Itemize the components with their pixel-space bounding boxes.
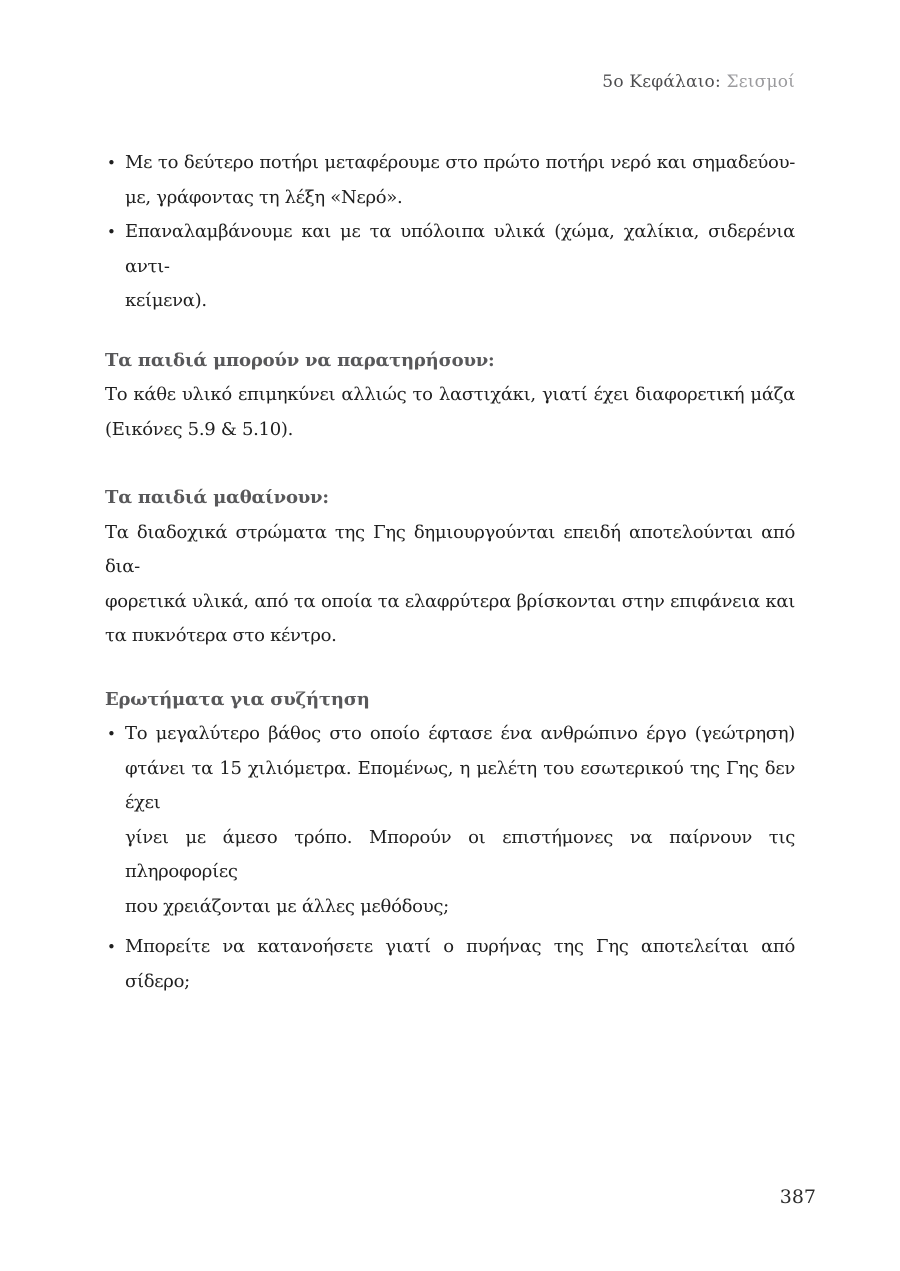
- text-line: Το κάθε υλικό επιμηκύνει αλλιώς το λαστιχάκι, γιατί έχει διαφορετική μάζα: [105, 384, 795, 405]
- text-line: φτάνει τα 15 χιλιόμετρα. Επομένως, η μελέτη του εσωτερικού της Γης δεν έχει: [125, 757, 795, 813]
- section-heading-observe: Τα παιδιά μπορούν να παρατηρήσουν:: [105, 349, 495, 371]
- observe-paragraph: [105, 378, 795, 447]
- bullet-icon: •: [107, 725, 116, 743]
- page-content: [105, 146, 795, 999]
- text-line: που χρειάζονται με άλλες μεθόδους;: [125, 895, 449, 917]
- text-line: με, γράφοντας τη λέξη «Νερό».: [125, 186, 403, 208]
- running-header: [602, 72, 795, 92]
- text-line: Τα διαδοχικά στρώματα της Γης δημιουργούνται επειδή αποτελούνται από δια-: [105, 521, 795, 577]
- section-heading-learn: Τα παιδιά μαθαίνουν:: [105, 487, 329, 508]
- list-item: [105, 215, 795, 319]
- text-line: κείμενα).: [125, 290, 207, 311]
- text-line: γίνει με άμεσο τρόπο. Μπορούν οι επιστήμονες να παίρνουν τις πληροφορίες: [125, 826, 795, 882]
- text-line: Επαναλαμβάνουμε και με τα υπόλοιπα υλικά (χώμα, χαλίκια, σιδερένια αντι-: [125, 221, 795, 277]
- list-item: [105, 930, 795, 999]
- bullet-icon: •: [107, 223, 116, 241]
- learn-paragraph: [105, 516, 795, 654]
- section-heading-discussion: Ερωτήματα για συζήτηση: [105, 688, 370, 710]
- bullet-icon: •: [107, 154, 116, 172]
- discussion-bullet-list: [105, 717, 795, 999]
- text-line: Μπορείτε να κατανοήσετε γιατί ο πυρήνας της Γης αποτελείται από σίδερο;: [125, 936, 795, 992]
- text-line: (Εικόνες 5.9 & 5.10).: [105, 418, 293, 440]
- chapter-title: Σεισμοί: [726, 72, 795, 92]
- bullet-icon: •: [107, 938, 116, 956]
- text-line: τα πυκνότερα στο κέντρο.: [105, 625, 337, 646]
- procedure-bullet-list: [105, 146, 795, 319]
- text-line: Με το δεύτερο ποτήρι μεταφέρουμε στο πρώτο ποτήρι νερό και σημαδεύου-: [125, 152, 795, 173]
- list-item: [105, 717, 795, 924]
- list-item: [105, 146, 795, 215]
- chapter-label: 5ο Κεφάλαιο:: [602, 72, 721, 92]
- page-number: 387: [779, 1186, 816, 1208]
- text-line: φορετικά υλικά, από τα οποία τα ελαφρύτερα βρίσκονται στην επιφάνεια και: [105, 590, 795, 612]
- text-line: Το μεγαλύτερο βάθος στο οποίο έφτασε ένα ανθρώπινο έργο (γεώτρηση): [125, 723, 795, 744]
